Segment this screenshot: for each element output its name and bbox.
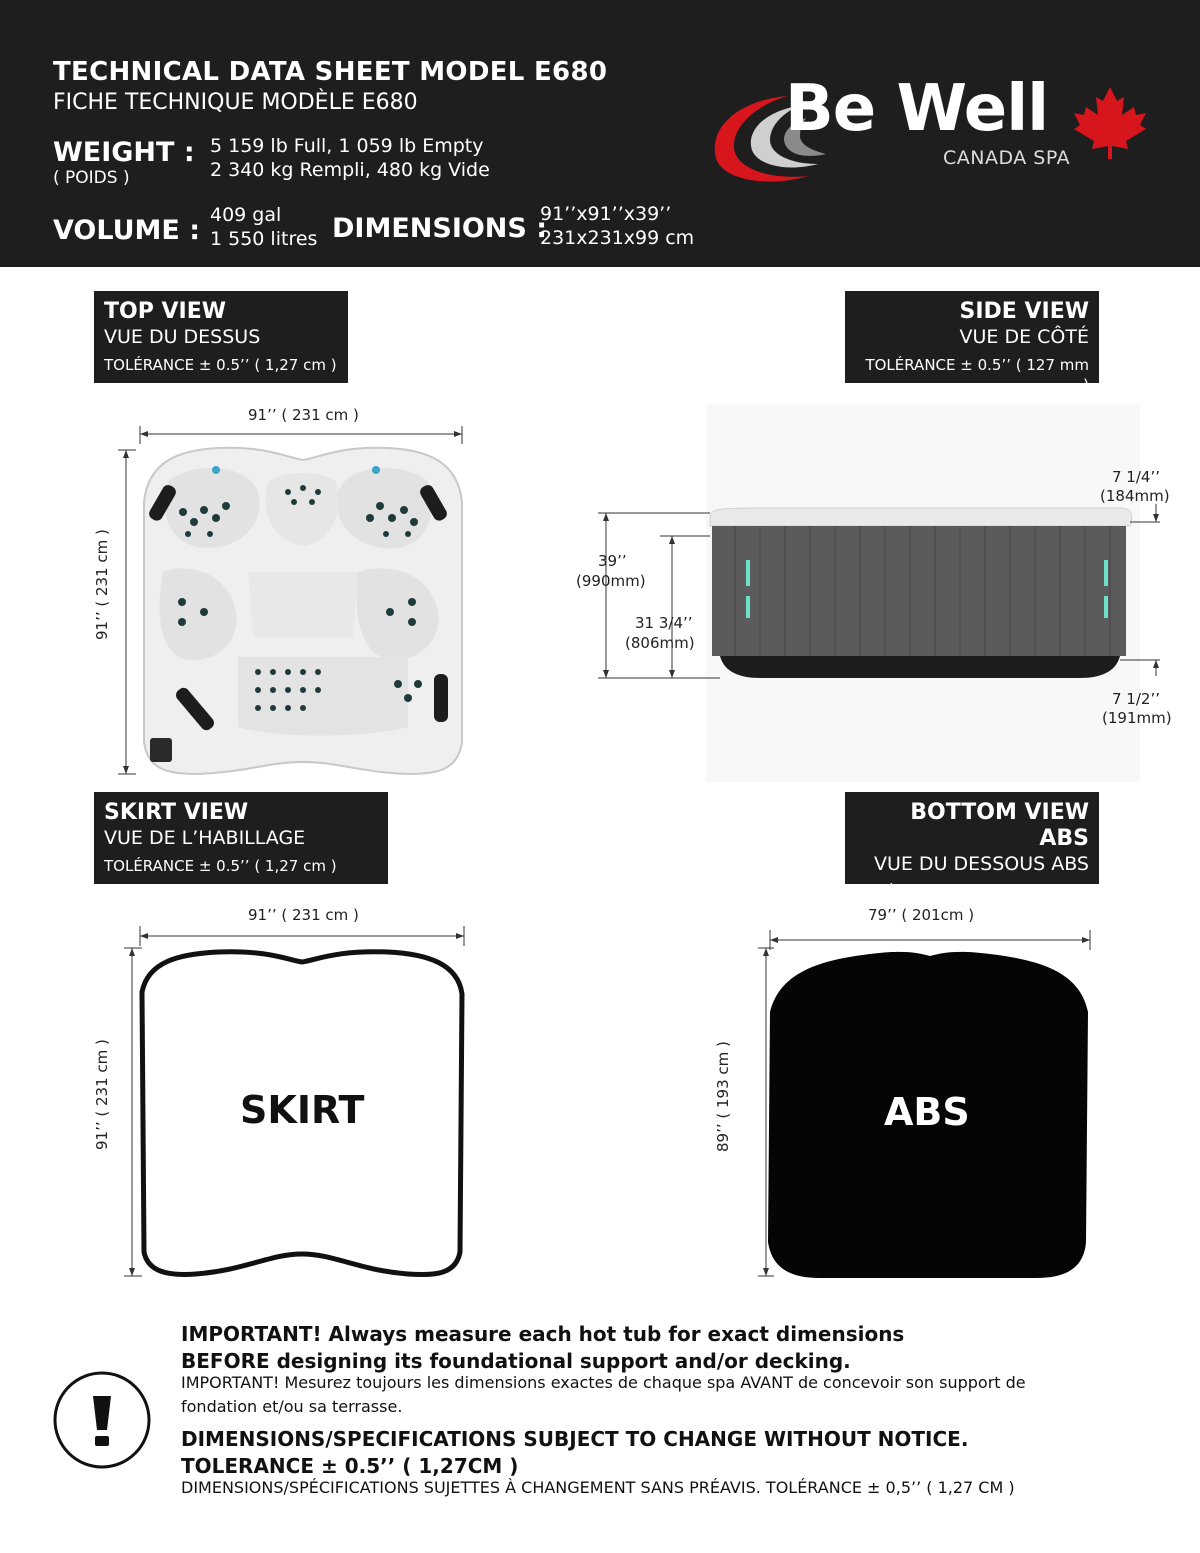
top-view-width-dim: 91’’ ( 231 cm ) <box>248 406 359 424</box>
important-fr-line-1: IMPORTANT! Mesurez toujours les dimensions exactes de chaque spa AVANT de concevoir son support de <box>181 1373 1026 1392</box>
bottom-view-tag <box>845 792 1099 901</box>
important-line-2: BEFORE designing its foundational support and/or decking. <box>181 1349 851 1373</box>
dimensions-metric: 231x231x99 cm <box>540 227 695 249</box>
volume-label: VOLUME : <box>53 215 201 246</box>
skirt-view-tag <box>94 792 388 884</box>
weight-label: WEIGHT : <box>53 137 195 168</box>
top-view-drawing <box>108 422 478 782</box>
notice-line-2: TOLERANCE ± 0.5’’ ( 1,27CM ) <box>181 1454 519 1478</box>
abs-width-dim: 79’’ ( 201cm ) <box>868 906 975 924</box>
volume-gal: 409 gal <box>210 204 282 226</box>
abs-height-dim: 89’’ ( 193 cm ) <box>714 1041 732 1152</box>
top-view-tolerance: TOLÉRANCE ± 0.5’’ ( 1,27 cm ) <box>104 356 337 374</box>
skirt-view-subtitle: VUE DE L’HABILLAGE <box>104 827 306 849</box>
weight-sublabel: ( POIDS ) <box>53 168 130 188</box>
side-view-subtitle: VUE DE CÔTÉ <box>959 326 1089 348</box>
side-height-total-mm: (990mm) <box>576 572 646 590</box>
important-line-1: IMPORTANT! Always measure each hot tub for exact dimensions <box>181 1322 905 1346</box>
skirt-width-dim: 91’’ ( 231 cm ) <box>248 906 359 924</box>
logo-subtitle: CANADA SPA <box>943 147 1071 169</box>
top-view-subtitle: VUE DU DESSUS <box>104 326 261 348</box>
dimensions-label: DIMENSIONS : <box>332 213 548 244</box>
top-view-tag <box>94 291 348 383</box>
side-height-skirt: 31 3/4’’ <box>635 614 693 632</box>
skirt-view-title: SKIRT VIEW <box>104 800 249 825</box>
weight-imperial: 5 159 lb Full, 1 059 lb Empty <box>210 135 484 157</box>
weight-metric: 2 340 kg Rempli, 480 kg Vide <box>210 159 490 181</box>
side-view-tag <box>845 291 1099 394</box>
skirt-label: SKIRT <box>240 1088 365 1132</box>
side-top-offset: 7 1/4’’ <box>1112 468 1160 486</box>
exclamation-icon <box>52 1370 152 1470</box>
header-band <box>0 0 1200 267</box>
skirt-height-dim: 91’’ ( 231 cm ) <box>93 1039 111 1150</box>
bottom-view-subtitle: VUE DU DESSOUS ABS <box>873 853 1089 875</box>
dimensions-imperial: 91’’x91’’x39’’ <box>540 203 672 225</box>
logo-wordmark: Be Well <box>785 72 1049 146</box>
side-height-skirt-mm: (806mm) <box>625 634 695 652</box>
side-bottom-offset: 7 1/2’’ <box>1112 690 1160 708</box>
sheet-title: TECHNICAL DATA SHEET MODEL E680 <box>53 57 608 87</box>
side-bottom-offset-mm: (191mm) <box>1102 709 1172 727</box>
bottom-view-tolerance: TOLÉRANCE ± 0.5’’ ( 1,27 cm ) <box>856 883 1089 901</box>
abs-label: ABS <box>884 1090 970 1134</box>
bottom-view-title: BOTTOM VIEW ABS <box>910 800 1089 851</box>
sheet-subtitle: FICHE TECHNIQUE MODÈLE E680 <box>53 90 418 115</box>
side-view-tolerance: TOLÉRANCE ± 0.5’’ ( 127 mm ) <box>865 356 1089 394</box>
top-view-height-dim: 91’’ ( 231 cm ) <box>93 529 111 640</box>
important-fr-line-2: fondation et/ou sa terrasse. <box>181 1397 403 1416</box>
skirt-view-tolerance: TOLÉRANCE ± 0.5’’ ( 1,27 cm ) <box>104 857 337 875</box>
notice-line-1: DIMENSIONS/SPECIFICATIONS SUBJECT TO CHANGE WITHOUT NOTICE. <box>181 1427 969 1451</box>
side-view-drawing <box>560 400 1180 790</box>
maple-leaf-icon <box>1072 85 1148 161</box>
volume-litres: 1 550 litres <box>210 228 318 250</box>
top-view-title: TOP VIEW <box>104 299 226 324</box>
side-height-total: 39’’ <box>598 552 627 570</box>
side-view-title: SIDE VIEW <box>959 299 1089 324</box>
side-top-offset-mm: (184mm) <box>1100 487 1170 505</box>
notice-fr: DIMENSIONS/SPÉCIFICATIONS SUJETTES À CHANGEMENT SANS PRÉAVIS. TOLÉRANCE ± 0,5’’ ( 1,27 CM ) <box>181 1478 1015 1497</box>
